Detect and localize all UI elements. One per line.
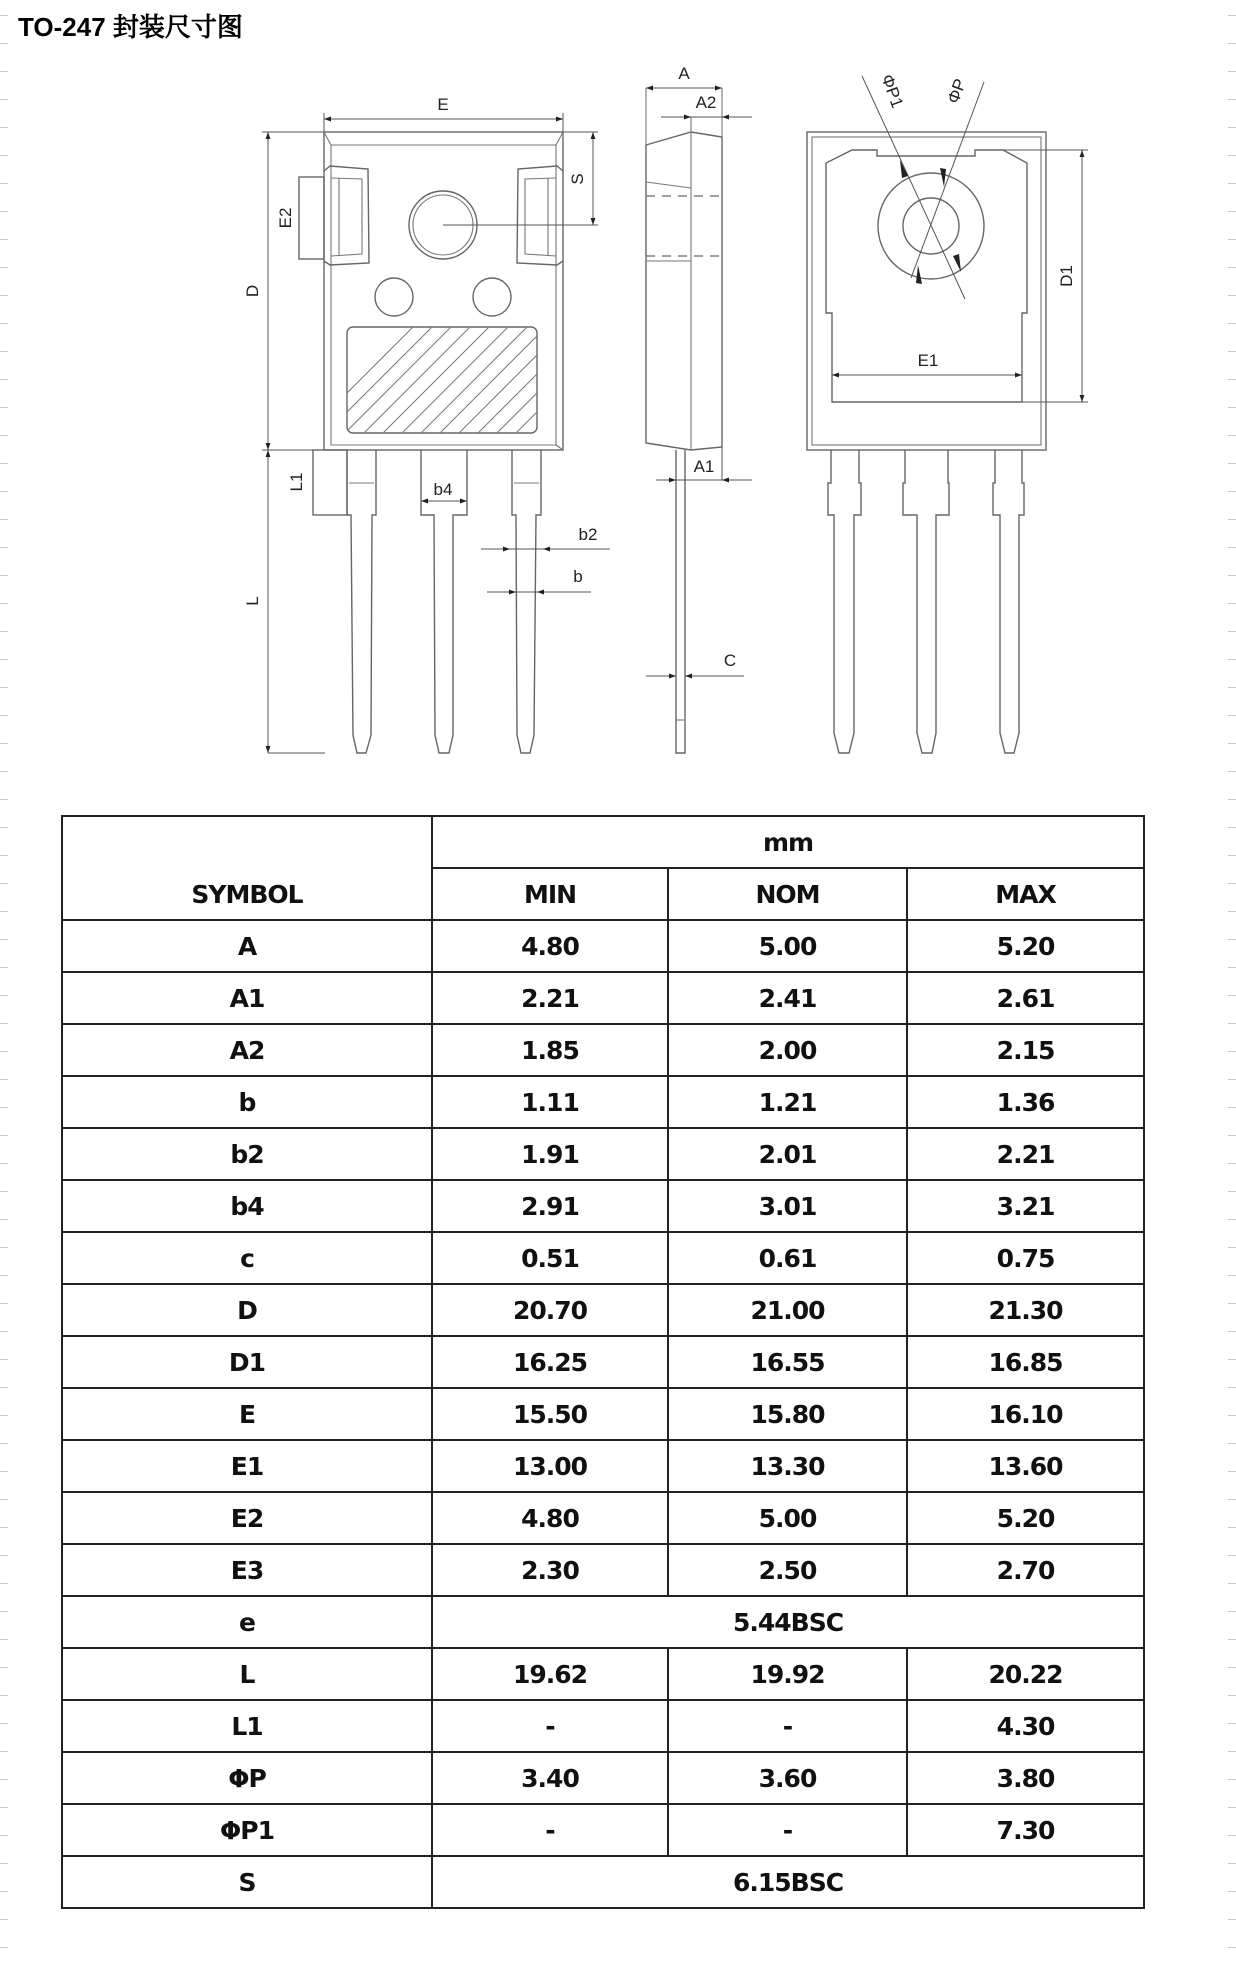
hatch-line bbox=[338, 320, 458, 440]
margin-mark bbox=[0, 1555, 8, 1556]
cell-symbol: b2 bbox=[62, 1128, 432, 1180]
hatch-lines bbox=[300, 320, 667, 440]
margin-mark bbox=[0, 1079, 8, 1080]
cell-max: 2.61 bbox=[907, 972, 1144, 1024]
margin-mark bbox=[1228, 1415, 1236, 1416]
table-row bbox=[62, 1804, 1144, 1856]
margin-mark bbox=[0, 1639, 8, 1640]
cell-nom: 3.60 bbox=[668, 1752, 907, 1804]
margin-mark bbox=[1228, 1639, 1236, 1640]
cell-max: 16.85 bbox=[907, 1336, 1144, 1388]
margin-mark bbox=[1228, 1667, 1236, 1668]
cell-max: 2.15 bbox=[907, 1024, 1144, 1076]
margin-mark bbox=[1228, 1191, 1236, 1192]
col-header-min: MIN bbox=[432, 868, 668, 920]
cell-max: 2.21 bbox=[907, 1128, 1144, 1180]
cell-symbol: E2 bbox=[62, 1492, 432, 1544]
margin-mark bbox=[0, 827, 8, 828]
margin-mark bbox=[1228, 827, 1236, 828]
label-a1: A1 bbox=[693, 457, 715, 476]
margin-mark bbox=[0, 1499, 8, 1500]
margin-mark bbox=[0, 939, 8, 940]
cell-max: 5.20 bbox=[907, 1492, 1144, 1544]
table-row bbox=[62, 1024, 1144, 1076]
side-view bbox=[646, 64, 752, 753]
label-phi-p1: ΦP1 bbox=[877, 71, 907, 111]
table-row bbox=[62, 972, 1144, 1024]
cell-min: 2.30 bbox=[432, 1544, 668, 1596]
margin-mark bbox=[0, 1191, 8, 1192]
e2-tab bbox=[299, 177, 324, 259]
table-row bbox=[62, 920, 1144, 972]
margin-mark bbox=[0, 1583, 8, 1584]
margin-mark bbox=[1228, 1275, 1236, 1276]
cell-min: - bbox=[432, 1700, 668, 1752]
label-l: L bbox=[243, 596, 262, 606]
cell-symbol: ΦP1 bbox=[62, 1804, 432, 1856]
unit-header: mm bbox=[432, 816, 1144, 868]
cell-max: 13.60 bbox=[907, 1440, 1144, 1492]
margin-mark bbox=[1228, 1499, 1236, 1500]
table-row bbox=[62, 1180, 1144, 1232]
margin-mark bbox=[0, 1807, 8, 1808]
l1-box bbox=[313, 450, 347, 515]
margin-mark bbox=[1228, 855, 1236, 856]
margin-mark bbox=[0, 883, 8, 884]
table-row bbox=[62, 1596, 1144, 1648]
margin-mark bbox=[1228, 1947, 1236, 1948]
front-view bbox=[243, 95, 667, 753]
cell-min: 2.21 bbox=[432, 972, 668, 1024]
cell-nom: 5.00 bbox=[668, 1492, 907, 1544]
label-b4: b4 bbox=[433, 480, 453, 499]
margin-mark bbox=[0, 1471, 8, 1472]
margin-mark bbox=[1228, 1079, 1236, 1080]
margin-mark bbox=[0, 1919, 8, 1920]
table-row bbox=[62, 1492, 1144, 1544]
margin-mark bbox=[0, 911, 8, 912]
label-a: A bbox=[678, 64, 690, 83]
hatch-line bbox=[357, 320, 477, 440]
margin-mark bbox=[0, 1303, 8, 1304]
hatch-line bbox=[452, 320, 572, 440]
table-row bbox=[62, 1856, 1144, 1908]
margin-mark bbox=[0, 1695, 8, 1696]
margin-mark bbox=[0, 799, 8, 800]
table-row bbox=[62, 1284, 1144, 1336]
cell-min: 15.50 bbox=[432, 1388, 668, 1440]
side-body-outline bbox=[646, 132, 722, 450]
margin-mark bbox=[0, 1051, 8, 1052]
margin-mark bbox=[0, 1723, 8, 1724]
margin-mark bbox=[0, 1219, 8, 1220]
table-row bbox=[62, 1336, 1144, 1388]
table-row bbox=[62, 1648, 1144, 1700]
margin-mark bbox=[1228, 883, 1236, 884]
cell-min: 1.91 bbox=[432, 1128, 668, 1180]
margin-mark bbox=[0, 1135, 8, 1136]
leader-phi-p1 bbox=[862, 76, 965, 299]
cell-min: 4.80 bbox=[432, 1492, 668, 1544]
margin-mark bbox=[0, 855, 8, 856]
margin-mark bbox=[0, 1415, 8, 1416]
hatch-line bbox=[433, 320, 553, 440]
label-s: S bbox=[568, 173, 587, 185]
cell-symbol: b4 bbox=[62, 1180, 432, 1232]
hatch-line bbox=[471, 320, 591, 440]
label-b: b bbox=[573, 567, 583, 586]
cell-symbol: S bbox=[62, 1856, 432, 1908]
margin-mark bbox=[0, 1107, 8, 1108]
margin-mark bbox=[1228, 15, 1236, 16]
cell-min: 13.00 bbox=[432, 1440, 668, 1492]
table-row bbox=[62, 1076, 1144, 1128]
label-e: E bbox=[437, 95, 449, 114]
cell-min: 1.11 bbox=[432, 1076, 668, 1128]
cell-max: 1.36 bbox=[907, 1076, 1144, 1128]
front-lead-3 bbox=[512, 450, 541, 753]
margin-mark bbox=[1228, 1247, 1236, 1248]
margin-mark bbox=[1228, 911, 1236, 912]
table-row bbox=[62, 1700, 1144, 1752]
front-body-inner bbox=[331, 145, 556, 445]
cell-nom: 19.92 bbox=[668, 1648, 907, 1700]
margin-mark bbox=[1228, 1863, 1236, 1864]
cell-nom: 2.00 bbox=[668, 1024, 907, 1076]
cell-nom: 16.55 bbox=[668, 1336, 907, 1388]
margin-mark bbox=[1228, 1807, 1236, 1808]
margin-mark bbox=[1228, 1023, 1236, 1024]
margin-mark bbox=[0, 1331, 8, 1332]
cell-min: 1.85 bbox=[432, 1024, 668, 1076]
table-row bbox=[62, 1544, 1144, 1596]
hatched-area bbox=[347, 327, 537, 433]
cell-min: 19.62 bbox=[432, 1648, 668, 1700]
col-header-max: MAX bbox=[907, 868, 1144, 920]
hatch-line bbox=[414, 320, 534, 440]
hatch-line bbox=[376, 320, 496, 440]
col-header-nom: NOM bbox=[668, 868, 907, 920]
margin-mark bbox=[0, 1863, 8, 1864]
margin-mark bbox=[0, 1751, 8, 1752]
margin-mark bbox=[1228, 1779, 1236, 1780]
cell-value-span: 5.44BSC bbox=[432, 1596, 1144, 1648]
cell-min: 3.40 bbox=[432, 1752, 668, 1804]
label-d: D bbox=[243, 284, 262, 298]
label-c: C bbox=[723, 651, 737, 670]
cell-max: 20.22 bbox=[907, 1648, 1144, 1700]
cell-symbol: A2 bbox=[62, 1024, 432, 1076]
margin-mark bbox=[1228, 1611, 1236, 1612]
dimension-table bbox=[61, 815, 1145, 1909]
label-e2: E2 bbox=[276, 207, 295, 229]
cell-max: 16.10 bbox=[907, 1388, 1144, 1440]
back-lead-2 bbox=[903, 450, 949, 753]
cell-symbol: e bbox=[62, 1596, 432, 1648]
front-lead-1 bbox=[347, 450, 376, 753]
cell-nom: 0.61 bbox=[668, 1232, 907, 1284]
cell-max: 3.80 bbox=[907, 1752, 1144, 1804]
table-row bbox=[62, 1388, 1144, 1440]
margin-mark bbox=[1228, 939, 1236, 940]
margin-mark bbox=[0, 1359, 8, 1360]
cell-symbol: D bbox=[62, 1284, 432, 1336]
label-d1: D1 bbox=[1057, 265, 1076, 287]
side-lead bbox=[676, 450, 685, 753]
cell-symbol: E bbox=[62, 1388, 432, 1440]
table-row bbox=[62, 1128, 1144, 1180]
margin-mark bbox=[1228, 1751, 1236, 1752]
cell-nom: 15.80 bbox=[668, 1388, 907, 1440]
margin-mark bbox=[1228, 1359, 1236, 1360]
margin-mark bbox=[0, 1247, 8, 1248]
cell-nom: 1.21 bbox=[668, 1076, 907, 1128]
margin-mark bbox=[1228, 1387, 1236, 1388]
cell-nom: 21.00 bbox=[668, 1284, 907, 1336]
ejector-mark-left bbox=[375, 278, 413, 316]
margin-mark bbox=[0, 1443, 8, 1444]
cell-nom: 3.01 bbox=[668, 1180, 907, 1232]
cell-min: 16.25 bbox=[432, 1336, 668, 1388]
hatch-line bbox=[319, 320, 439, 440]
cell-symbol: L bbox=[62, 1648, 432, 1700]
label-e1: E1 bbox=[917, 351, 939, 370]
margin-mark bbox=[0, 1835, 8, 1836]
label-b2: b2 bbox=[578, 525, 598, 544]
margin-mark bbox=[1228, 1695, 1236, 1696]
margin-mark bbox=[1228, 1471, 1236, 1472]
header-row-unit bbox=[62, 816, 1144, 868]
margin-mark bbox=[1228, 1219, 1236, 1220]
cell-symbol: L1 bbox=[62, 1700, 432, 1752]
cell-min: - bbox=[432, 1804, 668, 1856]
package-drawing bbox=[0, 40, 1236, 780]
hatch-line bbox=[528, 320, 648, 440]
cell-symbol: E1 bbox=[62, 1440, 432, 1492]
cell-max: 0.75 bbox=[907, 1232, 1144, 1284]
margin-mark bbox=[1228, 1835, 1236, 1836]
back-view bbox=[807, 72, 1088, 753]
ejector-mark-right bbox=[473, 278, 511, 316]
cell-nom: - bbox=[668, 1804, 907, 1856]
margin-mark bbox=[0, 15, 8, 16]
hatch-line bbox=[509, 320, 629, 440]
hatch-line bbox=[490, 320, 610, 440]
symbol-header: SYMBOL bbox=[62, 816, 432, 920]
back-lead-1 bbox=[828, 450, 861, 753]
margin-mark bbox=[0, 1779, 8, 1780]
margin-mark bbox=[0, 1387, 8, 1388]
margin-mark bbox=[0, 1163, 8, 1164]
cell-value-span: 6.15BSC bbox=[432, 1856, 1144, 1908]
cell-symbol: A bbox=[62, 920, 432, 972]
cell-symbol: E3 bbox=[62, 1544, 432, 1596]
cell-symbol: b bbox=[62, 1076, 432, 1128]
cell-nom: 5.00 bbox=[668, 920, 907, 972]
margin-mark bbox=[0, 1611, 8, 1612]
hatch-line bbox=[300, 320, 420, 440]
margin-mark bbox=[1228, 1051, 1236, 1052]
back-body-inner bbox=[812, 137, 1041, 445]
margin-mark bbox=[1228, 1163, 1236, 1164]
label-l1: L1 bbox=[287, 472, 306, 492]
cell-max: 21.30 bbox=[907, 1284, 1144, 1336]
hatch-line bbox=[547, 320, 667, 440]
margin-mark bbox=[1228, 1107, 1236, 1108]
cell-max: 2.70 bbox=[907, 1544, 1144, 1596]
cell-max: 4.30 bbox=[907, 1700, 1144, 1752]
margin-mark bbox=[0, 995, 8, 996]
margin-mark bbox=[0, 1023, 8, 1024]
margin-mark bbox=[0, 1947, 8, 1948]
hatch-line bbox=[395, 320, 515, 440]
margin-mark bbox=[1228, 1527, 1236, 1528]
margin-mark bbox=[1228, 1919, 1236, 1920]
margin-mark bbox=[0, 967, 8, 968]
cell-nom: 2.41 bbox=[668, 972, 907, 1024]
page-title: TO-247 封装尺寸图 bbox=[18, 12, 243, 42]
margin-mark bbox=[0, 1275, 8, 1276]
margin-mark bbox=[1228, 1583, 1236, 1584]
cell-min: 4.80 bbox=[432, 920, 668, 972]
cell-nom: - bbox=[668, 1700, 907, 1752]
cell-symbol: A1 bbox=[62, 972, 432, 1024]
cell-symbol: ΦP bbox=[62, 1752, 432, 1804]
margin-mark bbox=[0, 1667, 8, 1668]
cell-nom: 2.01 bbox=[668, 1128, 907, 1180]
margin-mark bbox=[1228, 1331, 1236, 1332]
cell-nom: 13.30 bbox=[668, 1440, 907, 1492]
cell-min: 0.51 bbox=[432, 1232, 668, 1284]
margin-mark bbox=[1228, 1555, 1236, 1556]
table-row bbox=[62, 1752, 1144, 1804]
margin-mark bbox=[1228, 995, 1236, 996]
margin-mark bbox=[1228, 1723, 1236, 1724]
margin-mark bbox=[0, 1527, 8, 1528]
margin-mark bbox=[1228, 967, 1236, 968]
cell-max: 7.30 bbox=[907, 1804, 1144, 1856]
cell-symbol: c bbox=[62, 1232, 432, 1284]
cell-min: 20.70 bbox=[432, 1284, 668, 1336]
margin-mark bbox=[1228, 1891, 1236, 1892]
cell-max: 5.20 bbox=[907, 920, 1144, 972]
back-lead-3 bbox=[993, 450, 1024, 753]
margin-mark bbox=[1228, 1135, 1236, 1136]
table-row bbox=[62, 1440, 1144, 1492]
cell-symbol: D1 bbox=[62, 1336, 432, 1388]
cell-max: 3.21 bbox=[907, 1180, 1144, 1232]
margin-mark bbox=[1228, 799, 1236, 800]
margin-mark bbox=[1228, 1443, 1236, 1444]
label-phi-p: ΦP bbox=[943, 76, 971, 107]
cell-nom: 2.50 bbox=[668, 1544, 907, 1596]
cell-min: 2.91 bbox=[432, 1180, 668, 1232]
margin-mark bbox=[1228, 1303, 1236, 1304]
table-row bbox=[62, 1232, 1144, 1284]
label-a2: A2 bbox=[695, 93, 717, 112]
margin-mark bbox=[0, 1891, 8, 1892]
